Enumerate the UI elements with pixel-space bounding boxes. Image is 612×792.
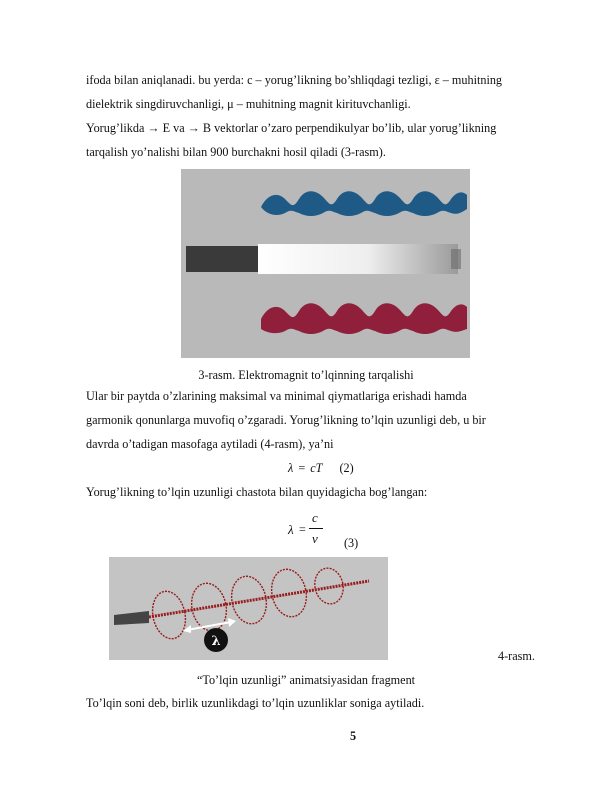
formula-3-lhs: λ — [288, 522, 294, 537]
paragraph-2-line-2: tarqalish yo’nalishi bilan 900 burchakni hosil qiladi (3-rasm). — [86, 145, 386, 159]
formula-3-numerator: c — [312, 510, 318, 525]
paragraph-5-line-1: To’lqin soni deb, birlik uzunlikdagi to’lqin uzunliklar soniga aytiladi. — [86, 696, 425, 710]
paragraph-3-line-1: Ular bir paytda o’zlarining maksimal va minimal qiymatlariga erishadi hamda — [86, 389, 467, 403]
formula-2 — [288, 461, 354, 475]
figure-4-label: 4-rasm. — [498, 649, 535, 663]
figure-3-caption: 3-rasm. Elektromagnit to’lqinning tarqalishi — [198, 368, 414, 382]
paragraph-4-line-1: Yorug’likning to’lqin uzunligi chastota bilan quyidagicha bog’langan: — [86, 485, 428, 499]
formula-2-lhs: λ — [288, 461, 294, 475]
figure-4-wavelength-animation-image — [109, 557, 388, 660]
formula-3-denominator: ν — [312, 531, 318, 546]
formula-2-equals: = — [298, 461, 306, 475]
formula-3-number: (3) — [344, 536, 359, 550]
paragraph-2-line-1: Yorug’likda → E va → B vektorlar o’zaro perpendikulyar bo’lib, ular yorug’likning — [86, 121, 497, 135]
paragraph-3-line-2: garmonik qonunlarga muvofiq o’zgaradi. Yorug’likning to’lqin uzunligi deb, u bir — [86, 413, 486, 427]
fraction-bar — [309, 528, 323, 529]
formula-2-number: (2) — [339, 461, 354, 475]
page-number: 5 — [349, 729, 357, 743]
lambda-badge-label: λ — [211, 634, 221, 649]
paragraph-1-line-2: dielektrik singdiruvchanligi, μ – muhitning magnit kirituvchanligi. — [86, 97, 411, 111]
source-bar — [186, 246, 258, 272]
formula-3-equals: = — [299, 522, 306, 536]
formula-2-rhs: cT — [310, 461, 323, 475]
paragraph-3-line-3: davrda o’tadigan masofaga aytiladi (4-rasm), ya’ni — [86, 437, 334, 451]
figure-3-electromagnetic-wave-image — [181, 169, 470, 358]
figure-4-caption: “To’lqin uzunligi” animatsiyasidan fragment — [196, 673, 416, 687]
formula-3 — [288, 508, 388, 552]
paragraph-1-line-1: ifoda bilan aniqlanadi. bu yerda: c – yorug’likning bo’shliqdagi tezligi, ε – muhitning — [86, 73, 503, 87]
light-beam — [258, 244, 458, 274]
